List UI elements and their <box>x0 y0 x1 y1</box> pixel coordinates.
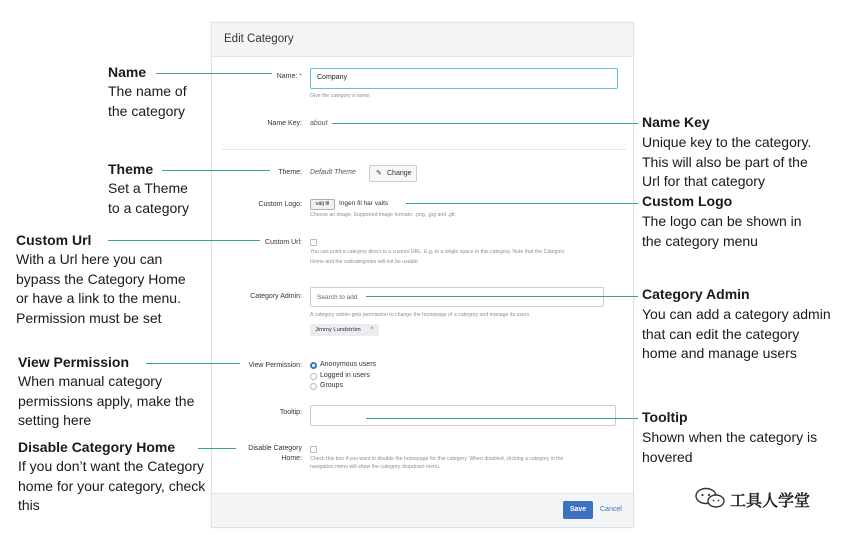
radio-groups-label: Groups <box>320 382 343 389</box>
annotation-theme-connector <box>162 170 270 171</box>
annotation-view-permission-text: When manual category permissions apply, make the setting here <box>18 373 195 428</box>
dialog-header <box>212 23 633 57</box>
radio-logged-in-users[interactable] <box>310 373 317 380</box>
theme-value: Default Theme <box>310 169 356 176</box>
annotation-view-permission-title: View Permission <box>18 354 130 370</box>
radio-anonymous-users-label: Anonymous users <box>320 361 377 368</box>
annotation-category-admin-text: You can add a category admin that can edit the category home and manage users <box>642 306 831 361</box>
disable-home-checkbox[interactable] <box>310 446 317 453</box>
dialog-footer <box>212 493 633 527</box>
annotation-tooltip-connector <box>366 418 638 419</box>
category-admin-search-input[interactable] <box>310 287 604 307</box>
annotation-custom-url-text: With a Url here you can bypass the Category Home or have a link to the menu. Permission must be set <box>16 251 186 326</box>
custom-logo-help: Choose an image. Supported image formats: .png, .jpg and .gif. <box>310 212 456 218</box>
category-admin-help: A category admin gets permission to change the homepage of a category and manage its users. <box>310 312 531 318</box>
disable-home-help-1: Check this box if you want to disable the homepage for this category. When disabled, clicking a category in the <box>310 456 564 462</box>
name-label: Name: * <box>276 73 302 80</box>
category-admin-label: Category Admin: <box>250 293 302 300</box>
annotation-custom-url-connector <box>108 240 260 241</box>
pencil-icon: ✎ <box>376 170 382 177</box>
annotation-custom-logo-title: Custom Logo <box>642 193 733 209</box>
annotation-name-title: Name <box>108 64 147 80</box>
admin-user-name: Jimmy Lundström <box>315 326 361 333</box>
custom-url-label: Custom Url: <box>265 239 302 246</box>
annotation-custom-logo-text: The logo can be shown in the category menu <box>642 213 802 249</box>
cancel-link[interactable]: Cancel <box>600 506 622 513</box>
annotation-theme-title: Theme <box>108 161 154 177</box>
custom-logo-label: Custom Logo: <box>258 201 302 208</box>
annotation-custom-logo-connector <box>406 203 638 204</box>
annotation-custom-url-title: Custom Url <box>16 232 92 248</box>
annotation-category-admin-connector <box>366 296 638 297</box>
admin-user-tag <box>310 324 379 336</box>
annotation-disable-home-connector <box>198 448 236 449</box>
annotation-view-permission-connector <box>146 363 240 364</box>
annotation-tooltip-text: Shown when the category is hovered <box>642 429 818 465</box>
disable-home-label-2: Home: <box>281 455 302 462</box>
name-key-label: Name Key: <box>267 120 302 127</box>
disable-home-label-1: Disable Category <box>248 445 302 452</box>
edit-category-dialog <box>211 22 634 528</box>
section-divider <box>222 149 626 150</box>
change-theme-button[interactable] <box>369 165 417 182</box>
annotation-disable-home-title: Disable Category Home <box>18 439 176 455</box>
choose-file-button[interactable]: välj fil <box>310 199 335 210</box>
watermark <box>694 487 811 510</box>
radio-logged-in-users-label: Logged in users <box>320 372 370 379</box>
save-button[interactable]: Save <box>563 501 593 519</box>
annotation-theme-text: Set a Theme to a category <box>108 180 189 216</box>
tooltip-label: Tooltip: <box>279 409 302 416</box>
annotation-name-key-text: Unique key to the category. This will also be part of the Url for that category <box>642 134 812 189</box>
tooltip-input[interactable] <box>310 405 616 426</box>
custom-url-checkbox[interactable] <box>310 239 317 246</box>
name-input-value: Company <box>317 74 347 81</box>
file-status: Ingen fil har valts <box>339 200 389 207</box>
annotation-disable-home-text: If you don’t want the Category home for your category, check this <box>18 458 206 513</box>
category-admin-placeholder: Search to add <box>317 294 358 301</box>
annotation-name-key-title: Name Key <box>642 114 710 130</box>
annotation-category-admin-title: Category Admin <box>642 286 750 302</box>
view-permission-label: View Permission: <box>248 362 302 369</box>
custom-url-help-1: You can point a category direct to a custom URL. E.g. to a single space in this category. Note that the Category <box>310 249 565 255</box>
annotation-name-key-connector <box>332 123 638 124</box>
name-key-value: about <box>310 120 328 127</box>
wechat-icon <box>694 487 726 509</box>
dialog-title: Edit Category <box>224 33 294 45</box>
watermark-text: 工具人学堂 <box>730 493 811 510</box>
name-input[interactable] <box>310 68 618 89</box>
name-help: Give the category a name. <box>310 93 371 99</box>
change-theme-label: Change <box>387 170 412 177</box>
annotation-name-connector <box>156 73 272 74</box>
annotation-tooltip-title: Tooltip <box>642 409 688 425</box>
theme-label: Theme: <box>278 169 302 176</box>
remove-user-icon[interactable]: × <box>370 326 374 332</box>
annotation-name-text: The name of the category <box>108 83 187 119</box>
required-mark: * <box>299 73 302 80</box>
radio-groups[interactable] <box>310 383 317 390</box>
disable-home-help-2: navigation menu will show the category dropdown menu. <box>310 464 441 470</box>
custom-url-help-2: Home and the subcategories will not be usable. <box>310 259 420 265</box>
radio-anonymous-users[interactable] <box>310 362 317 369</box>
